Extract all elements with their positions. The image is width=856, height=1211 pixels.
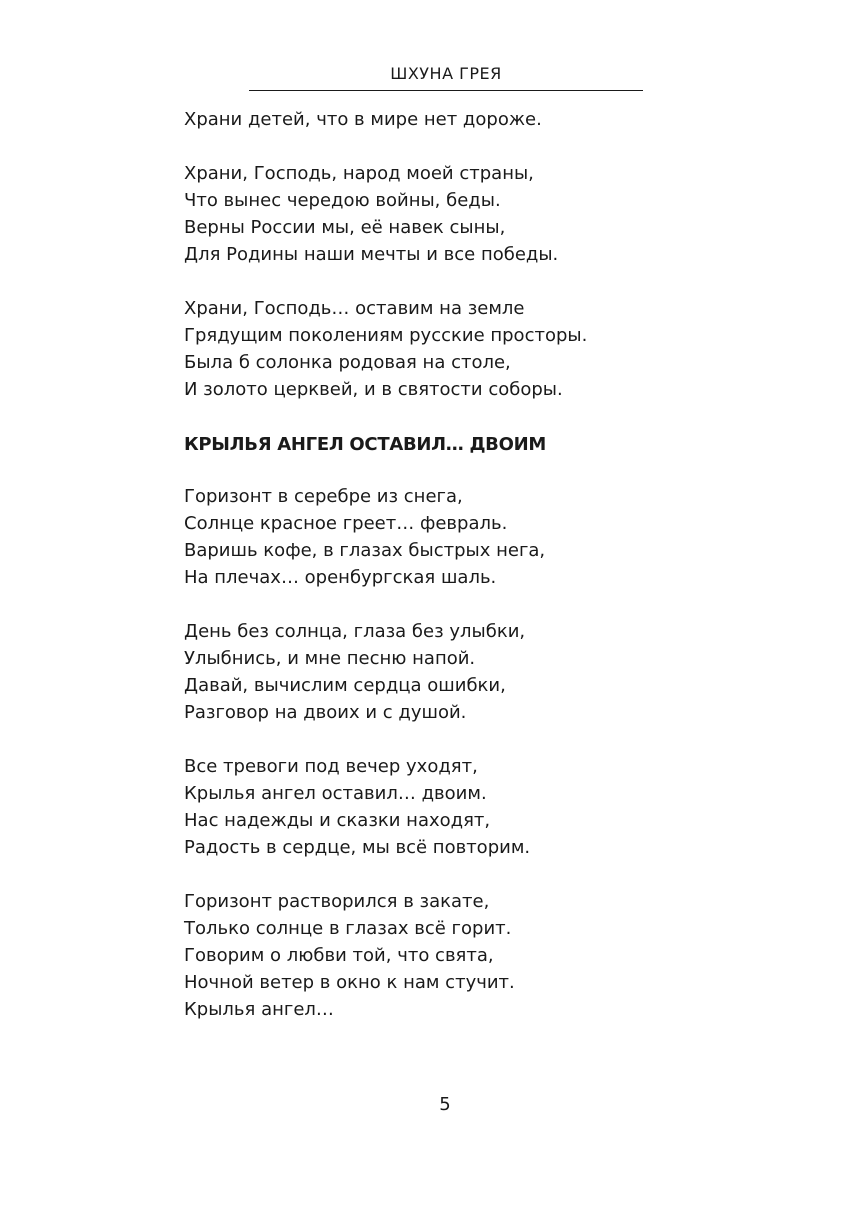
stanza bbox=[184, 483, 744, 591]
stanza bbox=[184, 160, 744, 268]
verse-line: Все тревоги под вечер уходят, bbox=[184, 756, 478, 777]
verse-line: Только солнце в глазах всё горит. bbox=[184, 918, 512, 939]
poem-body bbox=[184, 106, 744, 1050]
verse-line: На плечах… оренбургская шаль. bbox=[184, 567, 497, 588]
stanza bbox=[184, 106, 744, 133]
stanza bbox=[184, 753, 744, 861]
verse-line: Давай, вычислим сердца ошибки, bbox=[184, 675, 506, 696]
verse-line: И золото церквей, и в святости соборы. bbox=[184, 379, 563, 400]
page-number: 5 bbox=[439, 1094, 451, 1115]
verse-line: Ночной ветер в окно к нам стучит. bbox=[184, 972, 515, 993]
stanza bbox=[184, 618, 744, 726]
running-header bbox=[249, 64, 643, 91]
verse-line: Радость в сердце, мы всё повторим. bbox=[184, 837, 531, 858]
verse-line: Храни, Господь… оставим на земле bbox=[184, 298, 525, 319]
verse-line: Разговор на двоих и с душой. bbox=[184, 702, 467, 723]
verse-line: Верны России мы, её навек сыны, bbox=[184, 217, 506, 238]
stanza bbox=[184, 888, 744, 1023]
verse-line: Горизонт растворился в закате, bbox=[184, 891, 490, 912]
verse-line: Крылья ангел… bbox=[184, 999, 334, 1020]
verse-line: Нас надежды и сказки находят, bbox=[184, 810, 491, 831]
poem-title: КРЫЛЬЯ АНГЕЛ ОСТАВИЛ… ДВОИМ bbox=[184, 434, 546, 455]
running-title: ШХУНА ГРЕЯ bbox=[390, 64, 502, 83]
verse-line: Для Родины наши мечты и все победы. bbox=[184, 244, 559, 265]
verse-line: День без солнца, глаза без улыбки, bbox=[184, 621, 526, 642]
verse-line: Крылья ангел оставил… двоим. bbox=[184, 783, 487, 804]
verse-line: Солнце красное греет… февраль. bbox=[184, 513, 508, 534]
verse-line: Варишь кофе, в глазах быстрых нега, bbox=[184, 540, 546, 561]
verse-line: Говорим о любви той, что свята, bbox=[184, 945, 494, 966]
verse-line: Грядущим поколениям русские просторы. bbox=[184, 325, 588, 346]
verse-line: Улыбнись, и мне песню напой. bbox=[184, 648, 476, 669]
verse-line: Храни детей, что в мире нет дороже. bbox=[184, 109, 542, 130]
verse-line: Храни, Господь, народ моей страны, bbox=[184, 163, 534, 184]
verse-line: Что вынес чередою войны, беды. bbox=[184, 190, 501, 211]
stanza bbox=[184, 295, 744, 403]
verse-line: Горизонт в серебре из снега, bbox=[184, 486, 463, 507]
verse-line: Была б солонка родовая на столе, bbox=[184, 352, 511, 373]
